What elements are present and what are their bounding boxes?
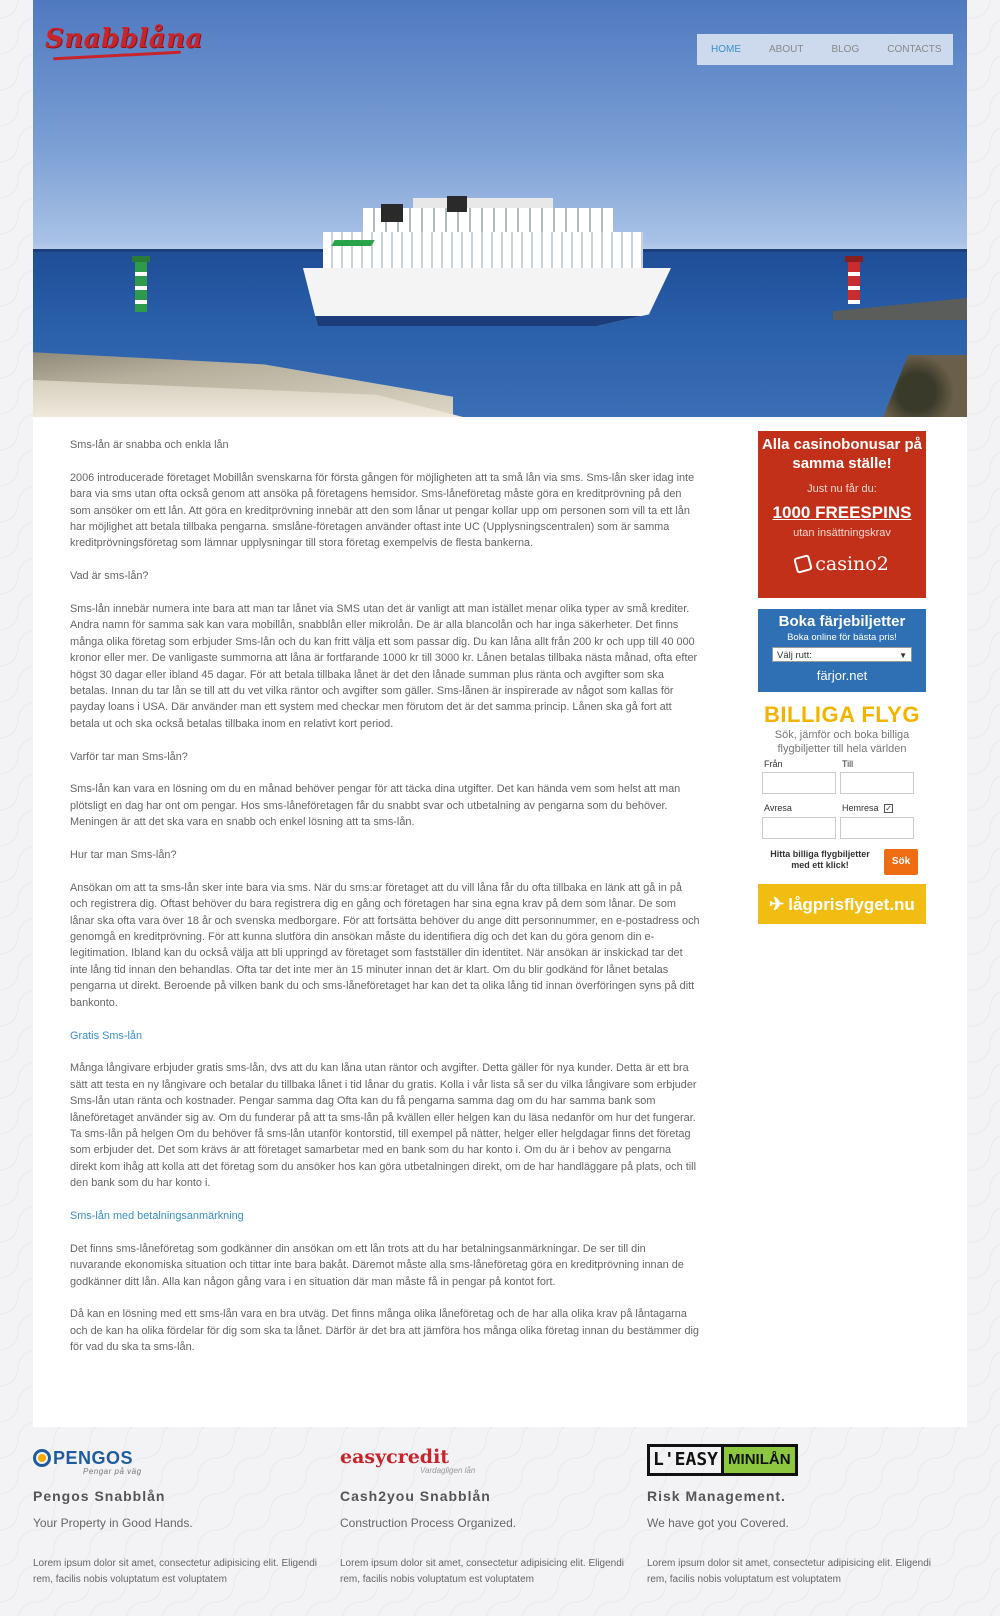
page-wrapper: [33, 0, 967, 1354]
article-link-heading[interactable]: Gratis Sms-lån: [70, 1029, 143, 1042]
footer-title: Risk Management.: [647, 1488, 786, 1504]
footer-column-pengos: PENGOS Pengar på väg Pengos Snabblån Your Property in Good Hands. Lorem ipsum dolor sit amet, consectetur adipisicing elit. Eligendi rem, facilis nobis voluptatum est voluptatem: [33, 1440, 323, 1588]
return-checkbox[interactable]: ✓: [885, 804, 892, 813]
article-subheading: Sms-lån är snabba och enkla lån: [70, 439, 229, 451]
flight-ad: BILLIGA FLYG Sök, jämför och boka billiga flygbiljetter till hela världen Från Till Avresa Hemresa ✓ Hitta billiga flygbiljetter med ett klick! Sök ✈ lågprisflyget.nu: [758, 697, 926, 927]
casino-ad[interactable]: Alla casinobonusar på samma ställe! Just nu får du: 1000 FREESPINS utan insättningskrav casino2: [758, 431, 926, 598]
footer-column-cash2you: easycredit Vardagligen lån Cash2you Snabblån Construction Process Organized. Lorem ipsum dolor sit amet, consectetur adipisicing elit. Eligendi rem, facilis nobis voluptatum est voluptatem: [340, 1440, 630, 1588]
dice-icon: [793, 554, 813, 574]
article-subheading: Varför tar man Sms-lån?: [70, 750, 188, 763]
footer-column-risk: L'EASY MINILÅN Risk Management. We have got you Covered. Lorem ipsum dolor sit amet, consectetur adipisicing elit. Eligendi rem, facilis nobis voluptatum est voluptatem: [647, 1440, 937, 1588]
pengos-mark-icon: [33, 1449, 51, 1467]
nav-home[interactable]: HOME: [711, 44, 741, 55]
route-select[interactable]: Välj rutt: ▼: [772, 647, 912, 662]
casino-ad-headline: Alla casinobonusar på samma ställe!: [761, 436, 923, 472]
footer-title: Cash2you Snabblån: [340, 1488, 491, 1504]
to-field[interactable]: [840, 772, 914, 794]
article-subheading: Hur tar man Sms-lån?: [70, 849, 177, 862]
flight-ad-brand[interactable]: ✈ lågprisflyget.nu: [758, 884, 926, 924]
return-field[interactable]: [840, 817, 914, 839]
depart-field[interactable]: [762, 817, 836, 839]
article-link-heading[interactable]: Sms-lån med betalningsanmärkning: [70, 1209, 244, 1222]
article-paragraph: 2006 introducerade företaget Mobillån svenskarna för första gången för möjligheten att ta små lån via sms. Sms-lån sker idag inte bara via sms utan ofta också genom att ansöka på företagens hemsidor. Sms-låneföretag måste göra en kreditprövning på den som ansöker om ett lån. Att göra en kreditprövning innebär att den som lånar ut pengar kollar upp om personen som vill ta ett lån har möjlighet att betala tillbaka pengarna. smslåne-företagen använder oftast inte UC (Upplysningscentralen) som är samma kreditprövningsföretag som lämnar upplysningar till stora företag exempelvis de flesta bankerna.: [70, 471, 695, 550]
hero-header: [33, 0, 967, 417]
article-paragraph: Ansökan om att ta sms-lån sker inte bara via sms. När du sms:ar företaget att du vill låna får du ofta tillbaka en länk att gå in på och registrera dig. Oftast behöver du bara registrera dig en gång och företagen har sina egna krav på dem som lånar. De som lånar ska ofta vara över 18 år och svenska medborgare. För att fortsätta behöver du ange ditt personnummer, en e-postadress och genomgå en kreditprövning. För att kunna slutföra din ansökan måste du identifiera dig och det kan du göra genom din e-legitimation. Ibland kan du också välja att bli uppringd av företaget som fastställer din identitet. När ansökan är inskickad tar det inte lång tid innan den behandlas. Ofta tar det inte mer än 15 minuter innan det är klart. Om du blir godkänd för lånet betalas pengarna ut direkt. Beroende på vilken bank du och sms-låneföretaget har kan det ta olika lång tid innan överföringen syns på ditt bankonto.: [70, 881, 700, 1009]
article-paragraph: Det finns sms-låneföretag som godkänner din ansökan om ett lån trots att du har betalningsanmärkningar. De ser till din nuvarande ekonomiska situation och tittar inte bara bakåt. Däremot måste alla sms-låneföretag göra en kreditprövning innan de godkänner ditt lån. Alla kan någon gång vara i en situation där man måste få in pengar på kontot fort.: [70, 1242, 684, 1288]
airplane-icon: ✈: [769, 894, 785, 914]
green-lighthouse: [135, 262, 147, 312]
from-field[interactable]: [762, 772, 836, 794]
article-subheading: Vad är sms-lån?: [70, 570, 149, 583]
site-logo[interactable]: Snabblåna: [45, 24, 203, 54]
ferry-ship: [303, 268, 671, 326]
pengos-logo[interactable]: PENGOS Pengar på väg: [33, 1440, 323, 1480]
leasy-minilan-logo[interactable]: L'EASY MINILÅN: [647, 1440, 937, 1480]
article-body: [70, 437, 700, 1372]
main-content: [33, 417, 967, 1427]
chevron-down-icon: ▼: [899, 651, 907, 660]
footer: [0, 1440, 1000, 1616]
nav-contacts[interactable]: CONTACTS: [887, 44, 942, 55]
main-nav: [697, 34, 953, 65]
nav-blog[interactable]: BLOG: [831, 44, 860, 55]
casino-ad-freespins: 1000 FREESPINS: [772, 503, 912, 522]
article-paragraph: Då kan en lösning med ett sms-lån vara en bra utväg. Det finns många olika låneföretag och de har alla olika krav på låntagarna och de kan ha olika fördelar för dig som ska ta lånet. Därför är det bra att jämföra hos många olika företag innan du bestämmer dig för vad du ska ta sms-lån.: [70, 1308, 699, 1354]
ferry-ad[interactable]: Boka färjebiljetter Boka online för bästa pris! Välj rutt: ▼ färjor.net: [758, 609, 926, 692]
article-paragraph: Sms-lån innebär numera inte bara att man tar lånet via SMS utan det är vanligt att man istället menar olika typer av små krediter. Andra namn för samma sak kan vara mobillån, snabblån eller mikrolån. De är alla blancolån och har inga säkerheter. Det finns många olika företag som erbjuder Sms-lån och du kan fritt välja ett som passar dig. Du kan låna allt från 200 kr och upp till 40 000 kronor eller mer. De vanligaste summorna att låna är fortfarande 1000 kr till 3000 kr. Lånen betalas tillbaka nästa månad, ofta efter högst 30 dagar eller ibland 45 dagar. För att betala tillbaka lånet är det den lånade summan plus ränta och avgifter som ska betalas. Innan du tar lån se till att du vet vilka räntor och avgifter som gäller. Sms-lånen är inspirerade av något som kallas för payday loans i USA. Där använder man ett system med checkar men förutom det är det samma princip. Lånen ska gå fort att betala ut och ska också betalas tillbaka inom en relativt kort period.: [70, 603, 698, 730]
easycredit-logo[interactable]: easycredit Vardagligen lån: [340, 1446, 476, 1475]
casino-ad-brand: casino2: [758, 553, 926, 575]
search-button[interactable]: Sök: [884, 849, 918, 875]
article-paragraph: Sms-lån kan vara en lösning om du en månad behöver pengar för att täcka dina utgifter. Det kan hända vem som helst att man plötsligt en dag har ont om pengar. Hos sms-låneföretagen får du snabbt svar och utbetalning av pengarna som du behöver. Meningen är att det ska vara en snabb och enkel lösning att ta sms-lån.: [70, 783, 681, 829]
footer-title: Pengos Snabblån: [33, 1488, 166, 1504]
nav-about[interactable]: ABOUT: [769, 44, 804, 55]
article-paragraph: Många långivare erbjuder gratis sms-lån, dvs att du kan låna utan räntor och avgifter. Detta gäller för nya kunder. Detta är ett bra sätt att testa en ny långivare och betalar du tillbaka lånet i tid lånar du gratis. Kolla i vår lista så ser du vilka långivare som erbjuder Sms-lån utan ränta och kostnader. Pengar samma dag Ofta kan du få pengarna samma dag om du har samma bank som låneföretaget använder sig av. Om du funderar på att ta sms-lån på kvällen eller helgen kan du läsa nedanför om hur det fungerar. Ta sms-lån på helgen Om du behöver få sms-lån utanför kontorstid, till exempel på nätter, helger eller helgdagar finns det företag som erbjuder det. Det som krävs är att företaget samarbetar med en bank som du har konto i. Om du är i behov av pengarna direkt kom ihåg att kolla att det företag som du ansöker hos kan göra utbetalningen direkt, om de har handläggare på plats, och till den bank som du har konto i.: [70, 1062, 697, 1190]
red-lighthouse: [848, 262, 860, 304]
